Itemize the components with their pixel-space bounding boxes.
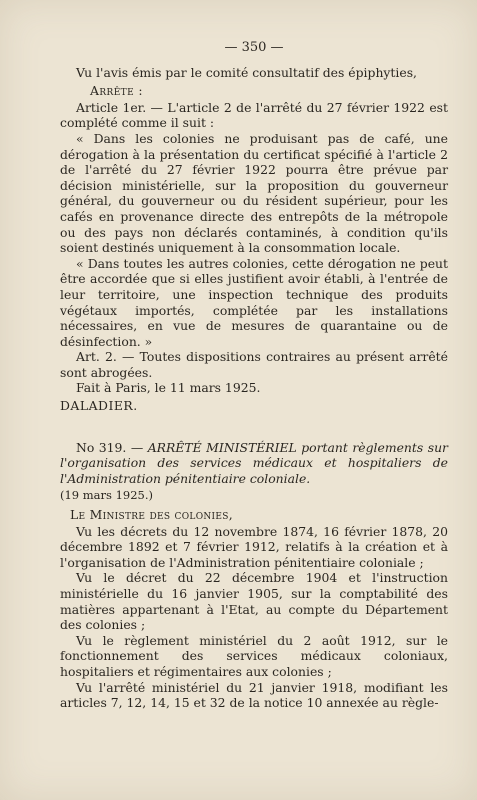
vu-reglement-1912: Vu le règlement ministériel du 2 août 1912, sur le fonctionnement des services médicaux coloniaux, hospitaliers et régimentaires aux colonies ; bbox=[60, 632, 448, 679]
vu-avis-line: Vu l'avis émis par le comité consultatif des épiphyties, bbox=[76, 64, 417, 80]
paragraph-other-colonies: « Dans toutes les autres colonies, cette dérogation ne peut être accordée que si elles justifient avoir établi, à l'entrée de leur territoire, une inspection technique des produits végétaux importés, complétée par les installations nécessaires, en vue de mesures de quarantaine ou de désinfection. » bbox=[60, 255, 448, 349]
page-content bbox=[60, 40, 448, 711]
article-1: Article 1er. — L'article 2 de l'arrêté du 27 février 1922 est complété comme il suit : bbox=[60, 99, 448, 131]
act-date: (19 mars 1925.) bbox=[60, 488, 153, 503]
vu-arrete-1918: Vu l'arrêté ministériel du 21 janvier 1918, modifiant les articles 7, 12, 14, 15 et 32 de la notice 10 annexée au règle- bbox=[60, 679, 448, 711]
act-number: No 319. — bbox=[76, 439, 148, 455]
minister-heading: Le Ministre des colonies, bbox=[70, 507, 233, 523]
signature: DALADIER. bbox=[60, 398, 138, 414]
fait-a-paris: Fait à Paris, le 11 mars 1925. bbox=[76, 380, 261, 396]
act-title-text: ARRÊTÉ MINISTÉRIEL portant règlements sur l'organisation des services médicaux et hospitaliers de l'Administration pénitentiaire coloniale. bbox=[60, 439, 448, 486]
vu-decret-1904: Vu le décret du 22 décembre 1904 et l'instruction ministérielle du 16 janvier 1905, sur la comptabilité des matières appartenant à l'Etat, au compte du Département des colonies ; bbox=[60, 570, 448, 633]
vu-decrets: Vu les décrets du 12 novembre 1874, 16 février 1878, 20 décembre 1892 et 7 février 1912, relatifs à la création et à l'organisation de l'Administration pénitentiaire coloniale ; bbox=[60, 523, 448, 570]
page-number: — 350 — bbox=[224, 40, 284, 55]
article-2: Art. 2. — Toutes dispositions contraires au présent arrêté sont abrogées. bbox=[60, 349, 448, 380]
section-gap bbox=[60, 414, 448, 440]
act-title bbox=[60, 440, 448, 487]
paragraph-coffee-derogation: « Dans les colonies ne produisant pas de café, une dérogation à la présentation du certificat spécifié à l'article 2 de l'arrêté du 27 février 1922 pourra être prévue par décision ministérielle, sur la proposition du gouverneur général, du gouverneur ou du résident supérieur, pour les cafés en provenance directe des entrepôts de la métropole ou des pays non déclarés contaminés, à condition qu'ils soient destinés uniquement à la consommation locale. bbox=[60, 130, 448, 256]
arrete-heading: Arrête : bbox=[90, 83, 143, 99]
